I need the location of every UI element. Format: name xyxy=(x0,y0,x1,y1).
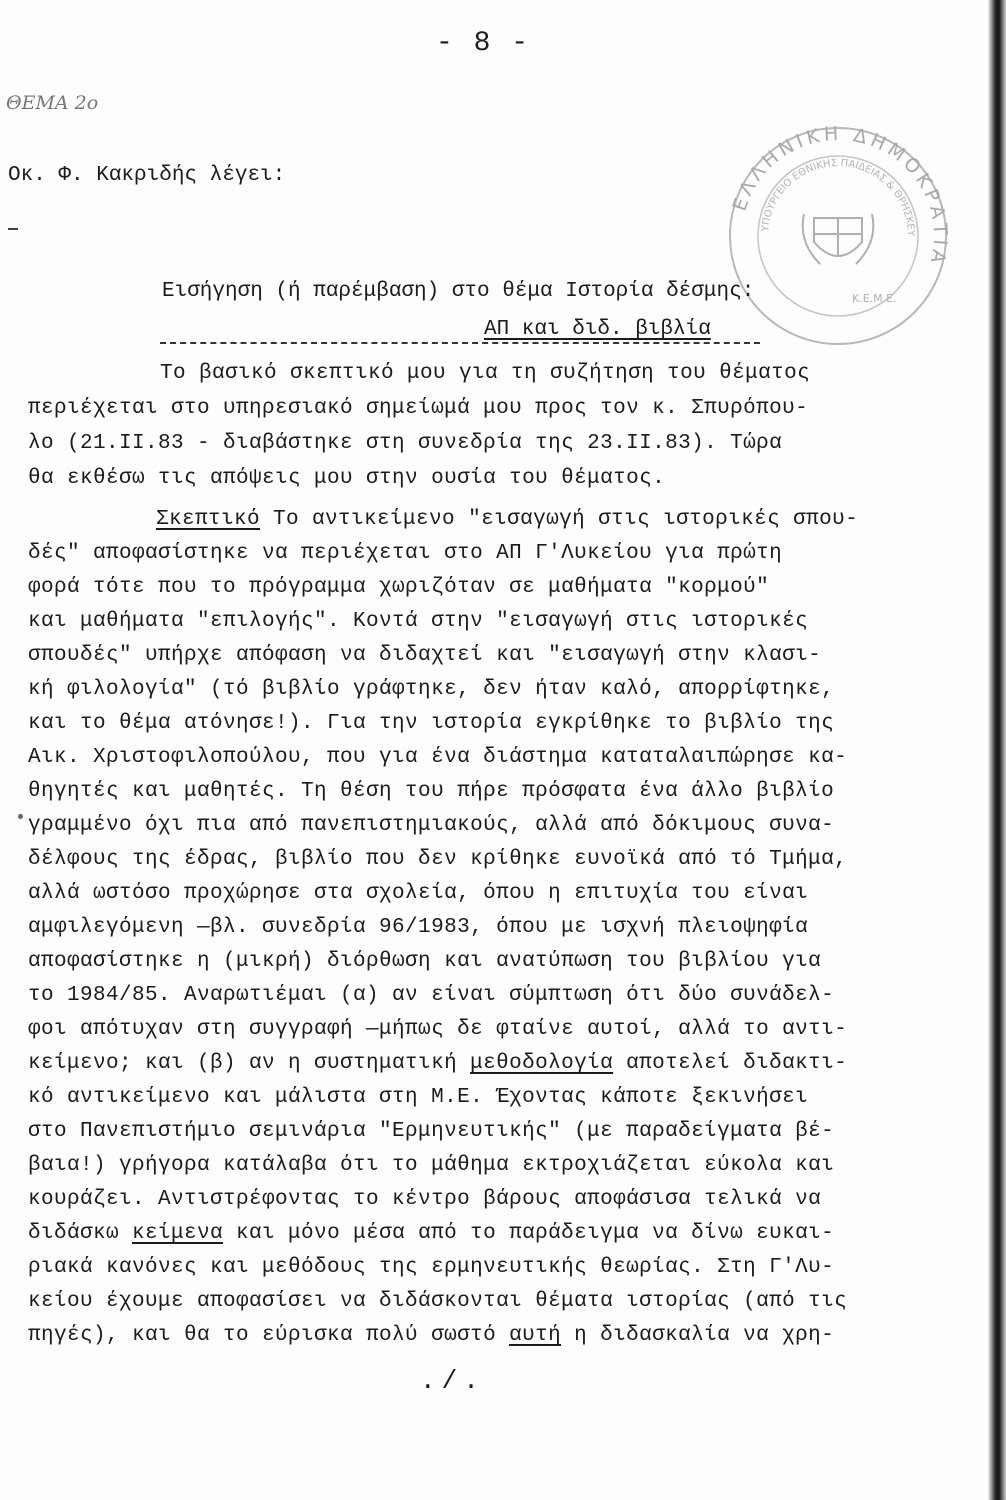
p2-line: θηγητές και μαθητές. Τη θέση του πήρε πρόσφατα ένα άλλο βιβλίο xyxy=(28,780,835,803)
stamp-bottom-text: Κ.Ε.Μ.Ε. xyxy=(852,292,897,305)
speaker-line: Οκ. Φ. Κακριδής λέγει: xyxy=(8,164,286,187)
p2-line: και μαθήματα "επιλογής". Κοντά στην "εισαγωγή στις ιστορικές xyxy=(28,610,809,633)
topic-subtitle: ΑΠ και διδ. βιβλία xyxy=(480,318,715,341)
p2-line: κουράζει. Αντιστρέφοντας το κέντρο βάρους αποφάσισα τελικά να xyxy=(28,1188,822,1211)
margin-dash xyxy=(8,228,18,230)
p1-line-1: Το βασικό σκεπτικό μου για τη συζήτηση του θέματος xyxy=(160,362,811,385)
scan-edge xyxy=(988,0,1006,1500)
continuation-mark: ./. xyxy=(420,1366,485,1396)
margin-mark xyxy=(18,814,23,819)
underlined-methodology: μεθοδολογία xyxy=(470,1052,614,1075)
p2-line: δές" αποφασίστηκε να περιέχεται στο ΑΠ Γ'Λυκείου για πρώτη xyxy=(28,542,783,565)
p2-line: δέλφους της έδρας, βιβλίο που δεν κρίθηκε ευνοϊκά από τό Τμήμα, xyxy=(28,848,848,871)
p2-line: κό αντικείμενο και μάλιστα στη Μ.Ε. Έχοντας κάποτε ξεκινήσει xyxy=(28,1086,809,1109)
p2-line: φορά τότε που το πρόγραμμα χωριζόταν σε μαθήματα "κορμού" xyxy=(28,576,770,599)
p2-line: στο Πανεπιστήμιο σεμινάρια "Ερμηνευτικής" (με παραδείγματα βέ- xyxy=(28,1120,835,1143)
topic-subtitle-rule xyxy=(160,320,760,344)
p2-line: αμφιλεγόμενη —βλ. συνεδρία 96/1983, όπου με ισχνή πλειοψηφία xyxy=(28,916,809,939)
p1-line-3: λο (21.ΙΙ.83 - διαβάστηκε στη συνεδρία της 23.ΙΙ.83). Τώρα xyxy=(28,432,783,455)
p2-line: βαια!) γρήγορα κατάλαβα ότι το μάθημα εκτροχιάζεται εύκολα και xyxy=(28,1154,835,1177)
text-run: η διδασκαλία να χρη- xyxy=(561,1324,835,1347)
p2-line: κείου έχουμε αποφασίσει να διδάσκονται θέματα ιστορίας (από τις xyxy=(28,1290,848,1313)
page-number: - 8 - xyxy=(436,28,531,59)
p1-line-2: περιέχεται στο υπηρεσιακό σημείωμά μου προς τον κ. Σπυρόπου- xyxy=(28,397,809,420)
p2-line-last xyxy=(28,1324,834,1347)
p2-line-methodology xyxy=(28,1052,847,1075)
p2-line: το 1984/85. Αναρωτιέμαι (α) αν είναι σύμπτωση ότι δύο συνάδελ- xyxy=(28,984,835,1007)
p1-line-4: θα εκθέσω τις απόψεις μου στην ουσία του θέματος. xyxy=(28,467,666,490)
text-run: και μόνο μέσα από το παράδειγμα να δίνω ευκαι- xyxy=(223,1222,835,1245)
p2-line: ριακά κανόνες και μεθόδους της ερμηνευτικής θεωρίας. Στη Γ'Λυ- xyxy=(28,1256,835,1279)
text-run: κείμενο; και (β) αν η συστηματική xyxy=(28,1052,471,1075)
p2-line: σπουδές" υπήρχε απόφαση να διδαχτεί και "εισαγωγή στην κλασι- xyxy=(28,644,822,667)
p2-line-1-rest: Το αντικείμενο "εισαγωγή στις ιστορικές σπου- xyxy=(260,508,859,531)
topic-title: Εισήγηση (ή παρέμβαση) στο θέμα Ιστορία δέσμης: xyxy=(162,280,755,303)
p2-line: Αικ. Χριστοφιλοπούλου, που για ένα διάστημα καταταλαιπώρησε κα- xyxy=(28,746,848,769)
text-run: αποτελεί διδακτι- xyxy=(613,1052,848,1075)
text-run: διδάσκω xyxy=(28,1222,133,1245)
stamp-outer-text: ΕΛΛΗΝΙΚΗ ΔΗΜΟΚΡΑΤΙΑ xyxy=(728,122,952,270)
p2-line: και το θέμα ατόνησε!). Για την ιστορία εγκρίθηκε το βιβλίο της xyxy=(28,712,835,735)
text-run: πηγές), και θα το εύρισκα πολύ σωστό xyxy=(28,1324,510,1347)
p2-line: αποφασίστηκε η (μικρή) διόρθωση και ανατύπωση του βιβλίου για xyxy=(28,950,822,973)
p2-line: γραμμένο όχι πια από πανεπιστημιακούς, αλλά από δόκιμους συνα- xyxy=(28,814,835,837)
p2-line: φοι απότυχαν στη συγγραφή —μήπως δε φταίνε αυτοί, αλλά το αντι- xyxy=(28,1018,848,1041)
underlined-texts: κείμενα xyxy=(132,1222,224,1245)
stamp-graphic xyxy=(724,122,952,350)
lead-word: Σκεπτικό xyxy=(156,508,261,531)
handwritten-note: ΘΕΜΑ 2ο xyxy=(6,92,99,114)
p2-line: αλλά ωστόσο προχώρησε στα σχολεία, όπου η επιτυχία του είναι xyxy=(28,882,809,905)
p2-line: κή φιλολογία" (τό βιβλίο γράφτηκε, δεν ήταν καλό, απορρίφτηκε, xyxy=(28,678,835,701)
p2-line-1 xyxy=(156,508,858,531)
p2-line-texts xyxy=(28,1222,834,1245)
stamp-inner-text: ΥΠΟΥΡΓΕΙΟ ΕΘΝΙΚΗΣ ΠΑΙΔΕΙΑΣ & ΘΡΗΣΚΕΥ xyxy=(760,157,917,237)
official-stamp xyxy=(724,122,952,350)
underlined-this: αυτή xyxy=(509,1324,562,1347)
emblem-icon xyxy=(803,214,874,264)
